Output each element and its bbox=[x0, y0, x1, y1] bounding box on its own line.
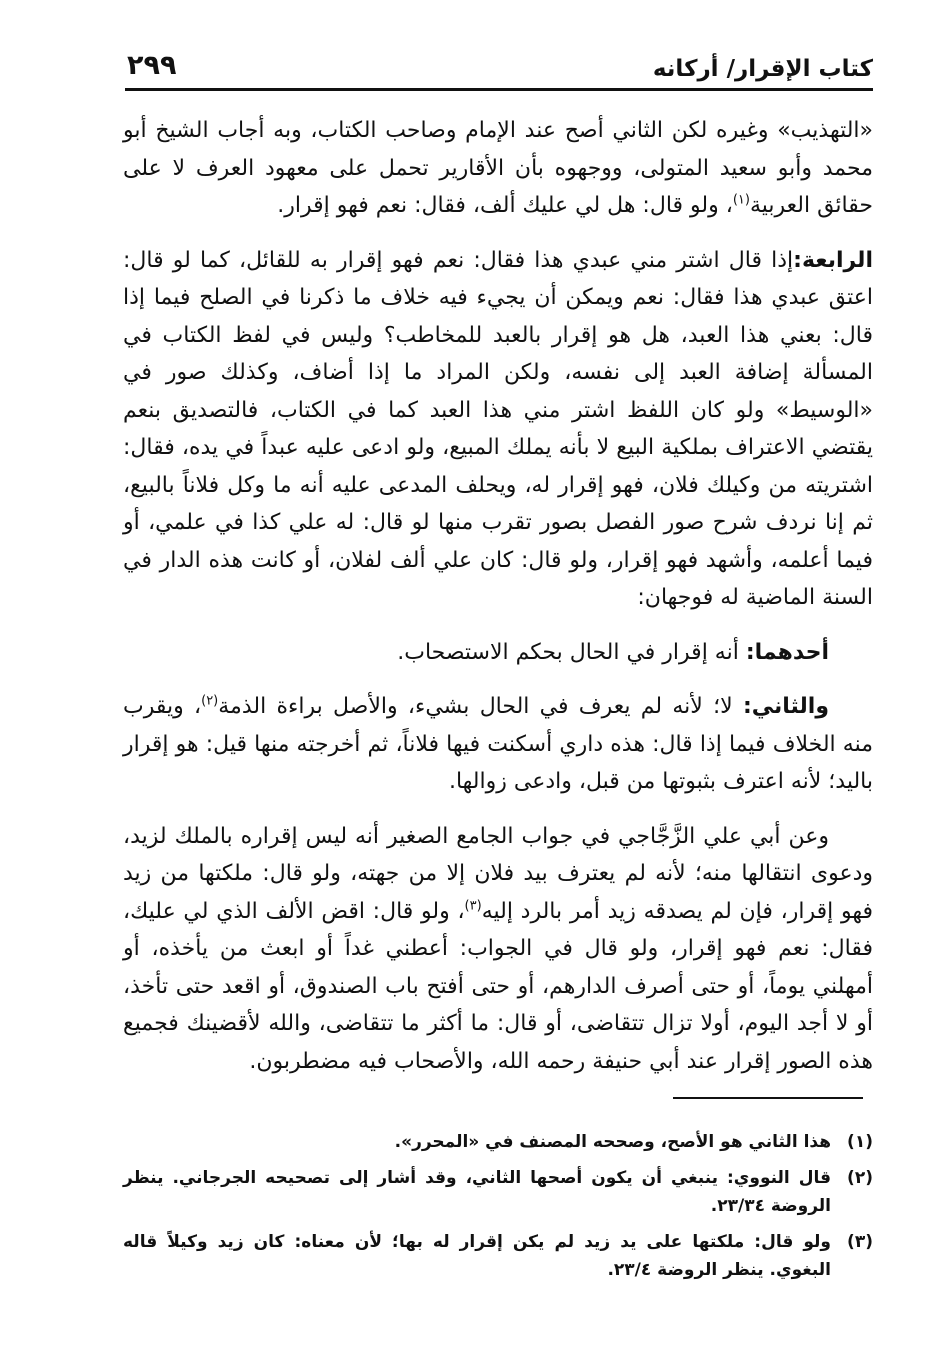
footnote-3-text: ولو قال: ملكتها على يد زيد لم يكن إقرار له بها؛ لأن معناه: كان زيد وكيلاً قاله البغوي. ينظر الروضة ٢٣/٤. bbox=[123, 1232, 831, 1280]
paragraph-1-tail: ، ولو قال: هل لي عليك ألف، فقال: نعم فهو إقرار. bbox=[277, 193, 733, 218]
paragraph-3 bbox=[123, 634, 873, 672]
page-number: ٢٩٩ bbox=[127, 50, 177, 81]
footnote-3-number: (٣) bbox=[847, 1232, 873, 1252]
footnote-2 bbox=[123, 1164, 873, 1220]
paragraph-5-text-b: ، ولو قال: اقض الألف الذي لي عليك، فقال: نعم فهو إقرار، ولو قال في الجواب: أعطني غداً أو ابعث من يأخذه، أو أمهلني يوماً، أو حتى أصرف الدارهم، أو حتى أفتح باب الصندوق، أو اقعد حتى تأخذ، أو لا أجد اليوم، أولا تزال تتقاضى، أو قال: ما أكثر ما تتقاضى، والله لأقضينك فجميع هذه الصور إقرار عند أبي حنيفة رحمه الله، والأصحاب فيه مضطربون. bbox=[123, 898, 873, 1074]
paragraph-5-text-a: وعن أبي علي الزَّجَّاجي في جواب الجامع الصغير أنه ليس إقراره بالملك لزيد، ودعوى انتقالها منه؛ لأنه لم يعترف بيد فلان إلا من جهته، ولو قال: ملكتها من زيد فهو إقرار، فإن لم يصدقه زيد أمر بالرد إليه bbox=[123, 823, 873, 924]
paragraph-4 bbox=[123, 688, 873, 801]
paragraph-2 bbox=[123, 242, 873, 617]
footnotes bbox=[123, 1128, 873, 1292]
footnote-3 bbox=[123, 1228, 873, 1284]
paragraph-2-lead: الرابعة: bbox=[793, 247, 873, 273]
paragraph-3-lead: أحدهما: bbox=[745, 639, 829, 665]
footnote-ref-1: (١) bbox=[732, 192, 750, 208]
paragraph-4-text-a: لا؛ لأنه لم يعرف في الحال بشيء، والأصل براءة الذمة bbox=[218, 694, 733, 719]
footnote-divider bbox=[673, 1097, 863, 1099]
footnote-ref-2: (٢) bbox=[201, 693, 219, 709]
paragraph-4-text-b: ، ويقرب منه الخلاف فيما إذا قال: هذه داري أسكنت فيها فلاناً، ثم أخرجته منها قيل: هو إقرار باليد؛ لأنه اعترف بثبوتها من قبل، وادعى زوالها. bbox=[123, 694, 873, 794]
footnote-2-number: (٢) bbox=[847, 1168, 873, 1188]
page-header bbox=[125, 40, 873, 91]
paragraph-2-text: إذا قال اشتر مني عبدي هذا فقال: نعم فهو إقرار به للقائل، كما لو قال: اعتق عبدي هذا فقال: نعم ويمكن أن يجيء فيه خلاف ما ذكرنا في الصلح فيما إذا قال: بعني هذا العبد، هل هو إقرار بالعبد للمخاطب؟ وليس في لفظ الكتاب في المسألة إضافة العبد إلى نفسه، ولكن المراد ما إذا أضاف، وكذلك صور في «الوسيط» ولو كان اللفظ اشتر مني هذا العبد كما في الكتاب، فالتصديق بنعم يقتضي الاعتراف بملكية البيع لا بأنه يملك المبيع، ولو ادعى عليه عبداً في يده، فقال: اشتريته من وكيلك فلان، فهو إقرار له، ويحلف المدعى عليه أنه ما وكل فلاناً بالبيع، ثم إنا نردف شرح صور الفصل بصور تقرب منها لو قال: له علي كذا في علمي، أو فيما أعلمه، وأشهد فهو إقرار، ولو قال: كان علي ألف لفلان، أو كانت هذه الدار في السنة الماضية له فوجهان: bbox=[123, 247, 873, 610]
paragraph-1 bbox=[123, 112, 873, 225]
footnote-1-number: (١) bbox=[847, 1132, 873, 1152]
main-text bbox=[123, 112, 873, 1097]
footnote-ref-3: (٣) bbox=[464, 898, 482, 914]
paragraph-3-text: أنه إقرار في الحال بحكم الاستصحاب. bbox=[397, 639, 739, 665]
paragraph-4-lead: والثاني: bbox=[742, 694, 829, 719]
running-title: كتاب الإقرار/ أركانه bbox=[652, 56, 873, 82]
footnote-2-text: قال النووي: ينبغي أن يكون أصحها الثاني، وقد أشار إلى تصحيحه الجرجاني. ينظر الروضة ٢٣/٣٤. bbox=[123, 1168, 831, 1216]
paragraph-5 bbox=[123, 818, 873, 1081]
paragraph-1-text: «التهذيب» وغيره لكن الثاني أصح عند الإمام وصاحب الكتاب، وبه أجاب الشيخ أبو محمد وأبو سعيد المتولى، ووجهوه بأن الأقارير تحمل على معهود العرف لا على حقائق العربية bbox=[123, 118, 873, 218]
footnote-1 bbox=[123, 1128, 873, 1156]
footnote-1-text: هذا الثاني هو الأصح، وصححه المصنف في «المحرر». bbox=[394, 1132, 831, 1152]
